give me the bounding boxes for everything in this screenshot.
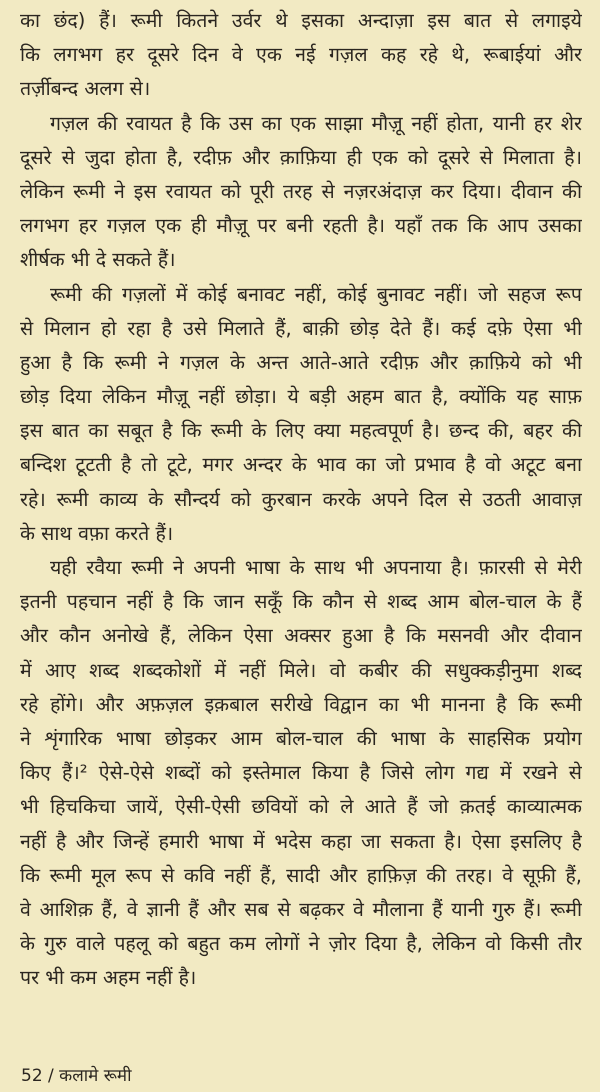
paragraph (20, 551, 582, 995)
text-line: लेकिन रूमी ने इस रवायत को पूरी तरह से नज़रअंदाज़ कर दिया। दीवान की (20, 179, 582, 203)
text-line: यही रवैया रूमी ने अपनी भाषा के साथ भी अपनाया है। फ़ारसी से मेरी (50, 556, 582, 579)
text-line: रूमी की गज़लों में कोई बनावट नहीं, कोई बुनावट नहीं। जो सहज रूप (50, 282, 582, 306)
text-line: ने शृंगारिक भाषा छोड़कर आम बोल-चाल की भाषा के साहसिक प्रयोग (20, 726, 582, 750)
page-footer: 52 / कलामे रूमी (21, 1066, 132, 1086)
text-line: रहे होंगे। और अफ़ज़ल इक़बाल सरीखे विद्वान का भी मानना है कि रूमी (20, 692, 582, 716)
text-line: कि रूमी मूल रूप से कवि नहीं हैं, सादी और हाफ़िज़ की तरह। वे सूफ़ी हैं, (20, 863, 582, 887)
text-line: पर भी कम अहम नहीं है। (20, 966, 197, 990)
page-body (20, 4, 582, 995)
paragraph (20, 278, 582, 552)
text-line: किए हैं।² ऐसे-ऐसे शब्दों को इस्तेमाल किया है जिसे लोग गद्य में रखने से (20, 761, 582, 785)
text-line: के गुरु वाले पहलू को बहुत कम लोगों ने ज़ोर दिया है, लेकिन वो किसी तौर (20, 932, 582, 956)
text-line: में आए शब्द शब्दकोशों में नहीं मिले। वो कबीर की सधुक्कड़ीनुमा शब्द (20, 658, 582, 682)
text-line: से मिलान हो रहा है उसे मिलाते हैं, बाक़ी छोड़ देते हैं। कई दफ़े ऐसा भी (20, 316, 582, 340)
text-line: नहीं है और जिन्हें हमारी भाषा में भदेस कहा जा सकता है। ऐसा इसलिए है (20, 829, 582, 853)
text-line: छोड़ दिया लेकिन मौज़ू नहीं छोड़ा। ये बड़ी अहम बात है, क्योंकि यह साफ़ (20, 385, 582, 409)
text-line: हुआ है कि रूमी ने गज़ल के अन्त आते-आते रदीफ़ और क़ाफ़िये को भी (20, 350, 582, 374)
text-line: भी हिचकिचा जायें, ऐसी-ऐसी छवियों को ले आते हैं जो क़तई काव्यात्मक (20, 795, 582, 819)
paragraph (20, 107, 582, 278)
text-line: गज़ल की रवायत है कि उस का एक साझा मौज़ू नहीं होता, यानी हर शेर (50, 111, 582, 135)
paragraph (20, 4, 582, 107)
text-line: इतनी पहचान नहीं है कि जान सकूँ कि कौन से शब्द आम बोल-चाल के हैं (20, 590, 582, 614)
text-line: तर्ज़ीबन्द अलग से। (20, 77, 151, 101)
text-line: और कौन अनोखे हैं, लेकिन ऐसा अक्सर हुआ है कि मसनवी और दीवान (20, 624, 582, 648)
text-line: का छंद) हैं। रूमी कितने उर्वर थे इसका अन्दाज़ा इस बात से लगाइये (20, 9, 582, 32)
text-line: लगभग हर गज़ल एक ही मौज़ू पर बनी रहती है। यहाँ तक कि आप उसका (20, 214, 582, 238)
text-line: इस बात का सबूत है कि रूमी के लिए क्या महत्वपूर्ण है। छन्द की, बहर की (20, 419, 582, 443)
text-line: कि लगभग हर दूसरे दिन वे एक नई गज़ल कह रहे थे, रूबाईयां और (20, 43, 582, 67)
text-line: दूसरे से जुदा होता है, रदीफ़ और क़ाफ़िया ही एक को दूसरे से मिलाता है। (20, 145, 582, 169)
text-line: वे आशिक़ हैं, वे ज्ञानी हैं और सब से बढ़कर वे मौलाना हैं यानी गुरु हैं। रूमी (20, 897, 582, 921)
text-line: शीर्षक भी दे सकते हैं। (20, 248, 176, 272)
text-line: बन्दिश टूटती है तो टूटे, मगर अन्दर के भाव का जो प्रभाव है वो अटूट बना (20, 453, 582, 477)
text-line: के साथ वफ़ा करते हैं। (20, 521, 174, 545)
text-line: रहे। रूमी काव्य के सौन्दर्य को कुरबान करके अपने दिल से उठती आवाज़ (20, 487, 582, 511)
